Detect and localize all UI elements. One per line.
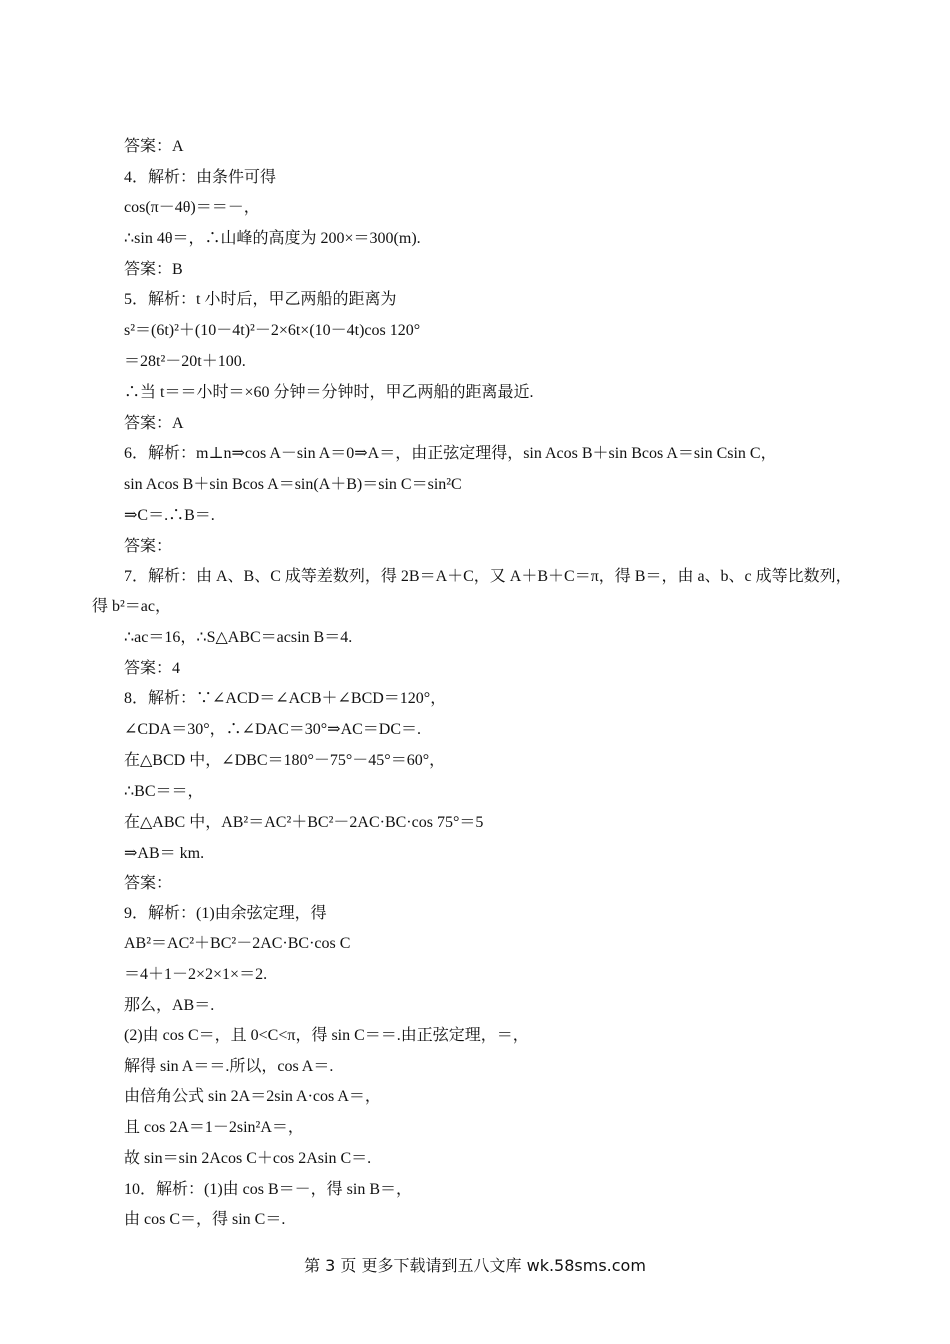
text-line: ∴sin 4θ＝，∴山峰的高度为 200×＝300(m).: [124, 230, 421, 247]
solution-10-header: 10．解析：(1)由 cos B＝－，得 sin B＝，: [124, 1181, 413, 1198]
text-line: (2)由 cos C＝，且 0<C<π，得 sin C＝＝.由正弦定理，＝，: [124, 1027, 529, 1044]
text-line: 那么，AB＝.: [124, 997, 215, 1014]
text-line: 由倍角公式 sin 2A＝2sin A·cos A＝，: [124, 1088, 381, 1105]
text-line: 在△ABC 中，AB²＝AC²＋BC²－2AC·BC·cos 75°＝5: [124, 814, 484, 831]
solution-7-header: 7．解析：由 A、B、C 成等差数列，得 2B＝A＋C，又 A＋B＋C＝π，得 B＝，由 a、b、c 成等比数列，: [124, 568, 852, 585]
answer-line: 答案：4: [124, 660, 181, 677]
text-line: ⇒AB＝ km.: [124, 845, 205, 862]
page-footer: 第 3 页 更多下载请到五八文库 wk.58sms.com: [304, 1256, 646, 1275]
text-line: cos(π－4θ)＝＝－，: [124, 199, 260, 216]
text-line: ∴BC＝＝，: [124, 783, 204, 800]
text-line: 解得 sin A＝＝.所以，cos A＝.: [124, 1058, 334, 1075]
text-line: s²＝(6t)²＋(10－4t)²－2×6t×(10－4t)cos 120°: [124, 322, 421, 339]
solution-8-header: 8．解析：∵∠ACD＝∠ACB＋∠BCD＝120°，: [124, 690, 447, 707]
text-line: 由 cos C＝，得 sin C＝.: [124, 1211, 286, 1228]
answer-line: 答案：A: [124, 138, 184, 155]
text-line: ∴当 t＝＝小时＝×60 分钟＝分钟时，甲乙两船的距离最近.: [124, 384, 534, 401]
answer-line: 答案：: [124, 875, 173, 892]
text-line: ＝28t²－20t＋100.: [124, 353, 246, 370]
solution-9-header: 9．解析：(1)由余弦定理，得: [124, 905, 327, 922]
answer-line: 答案：A: [124, 415, 184, 432]
solution-4-header: 4．解析：由条件可得: [124, 169, 277, 186]
answer-line: 答案：: [124, 538, 173, 555]
text-line: 且 cos 2A＝1－2sin²A＝，: [124, 1119, 304, 1136]
answer-line: 答案：B: [124, 261, 183, 278]
text-line: ⇒C＝.∴B＝.: [124, 507, 215, 524]
text-line: ∴ac＝16，∴S△ABC＝acsin B＝4.: [124, 629, 353, 646]
solution-6-header: 6．解析：m⊥n⇒cos A－sin A＝0⇒A＝，由正弦定理得，sin Acos B＋sin Bcos A＝sin Csin C，: [124, 445, 777, 462]
solution-5-header: 5．解析：t 小时后，甲乙两船的距离为: [124, 291, 397, 308]
text-line: 在△BCD 中，∠DBC＝180°－75°－45°＝60°，: [124, 752, 446, 769]
text-line: 得 b²＝ac，: [92, 598, 172, 615]
text-line: ∠CDA＝30°，∴∠DAC＝30°⇒AC＝DC＝.: [124, 721, 422, 738]
text-line: sin Acos B＋sin Bcos A＝sin(A＋B)＝sin C＝sin²C: [124, 476, 462, 493]
text-line: AB²＝AC²＋BC²－2AC·BC·cos C: [124, 935, 351, 952]
text-line: ＝4＋1－2×2×1×＝2.: [124, 966, 268, 983]
text-line: 故 sin＝sin 2Acos C＋cos 2Asin C＝.: [124, 1150, 372, 1167]
